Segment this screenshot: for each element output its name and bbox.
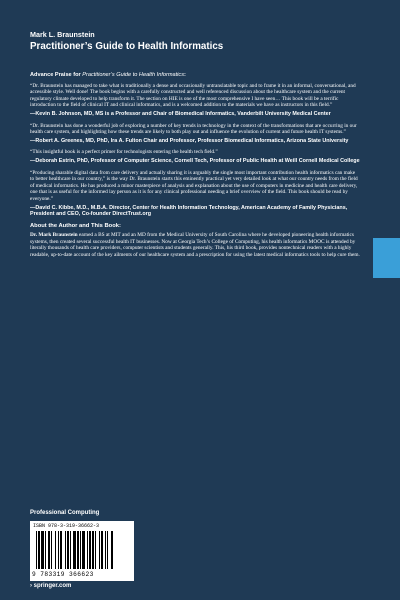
quote-attribution: —David C. Kibbe, M.D., M.B.A. Director, Center for Health Information Technology, American Academy of Family Physicians, President and CEO, Co-founder DirectTrust.org: [30, 204, 348, 218]
author-name: Mark L. Braunstein: [30, 30, 95, 39]
quote-attribution: —Robert A. Greenes, MD, PhD, Ira A. Fulton Chair and Professor, Professor Biomedical Informatics, Arizona State University: [30, 137, 349, 144]
publisher-link[interactable]: › springer.com: [30, 583, 72, 589]
advance-praise-end: :: [184, 72, 186, 78]
book-title: Practitioner’s Guide to Health Informatics: [30, 41, 224, 52]
quote-text: “Dr. Braunstein has managed to take what is traditionally a dense and occasionally untranslatable topic and to frame it in an informal, conversational, and accessible style. Well done! The book begins with a carefully constructed and well referenced discussion about the healthcare system and the current regulatory climate developed to help transform it. The section on HIE is one of the most comprehensive I have seen… This book will be a terrific introduction to the field of clinical IT and clinical informatics, and is a welcomed addition to the materials we have as instructors in this field.”: [30, 82, 356, 109]
barcode: [30, 521, 134, 581]
isbn-label: ISBN 978-3-319-36662-3: [33, 523, 100, 529]
barcode-bars-icon: [36, 531, 128, 569]
about-heading: About the Author and This Book:: [30, 222, 121, 229]
quote-attribution: —Kevin B. Johnson, MD, MS is a Professor and Chair of Biomedical Informatics, Vanderbilt University Medical Center: [30, 110, 331, 117]
accent-tab: [373, 238, 400, 278]
about-text: [30, 232, 360, 258]
barcode-number: 9 783319 366623: [32, 571, 94, 578]
quote-text: “Producing sharable digital data from care delivery and actually sharing it is arguably the single most important contribution health informatics can make to better healthcare in our country,” is the way Dr. Braunstein starts this eminently practical yet very detailed look at what our country needs from the field of medical informatics. He has produced a minor masterpiece of analysis and explanation about the use of computers in medicine and health care delivery, one that is as useful for the informed lay person as it is for any clinical professional needing a brief overview of the field. This book should be read by everyone.”: [30, 169, 358, 202]
praise-content: [30, 72, 360, 261]
advance-praise-heading: [30, 72, 360, 79]
quote-text: “Dr. Braunstein has done a wonderful job of exploring a number of key trends in technology in the context of the transformations that are occurring in our health care system, and highlighting how these trends are likely to both play out and influence the evolution of current and future health IT systems.”: [30, 122, 357, 136]
advance-praise-title: Practitioner’s Guide to Health Informatics: [82, 72, 185, 78]
quote-attribution: —Deborah Estrin, PhD, Professor of Computer Science, Cornell Tech, Professor of Public Health at Weill Cornell Medical College: [30, 157, 360, 164]
about-body: earned a BS at MIT and an MD from the Medical University of South Carolina where he developed pioneering health informatics systems, then created several successful health IT businesses. Now at Georgia Tech’s College of Computing, his health informatics MOOC is attended by literally thousands of health care providers, computer scientists and students generally. This, his third book, provides nontechnical readers with a highly readable, up-to-date account of the key ailments of our healthcare system and a prescription for using the latest medical informatics tools to help cure them.: [30, 232, 360, 259]
advance-praise-lead: Advance Praise for: [30, 72, 83, 78]
category-label: Professional Computing: [30, 510, 100, 516]
about-author-name: Dr. Mark Braunstein: [30, 232, 78, 239]
quote-text: “This insightful book is a perfect primer for technologists entering the health tech field.”: [30, 149, 218, 156]
